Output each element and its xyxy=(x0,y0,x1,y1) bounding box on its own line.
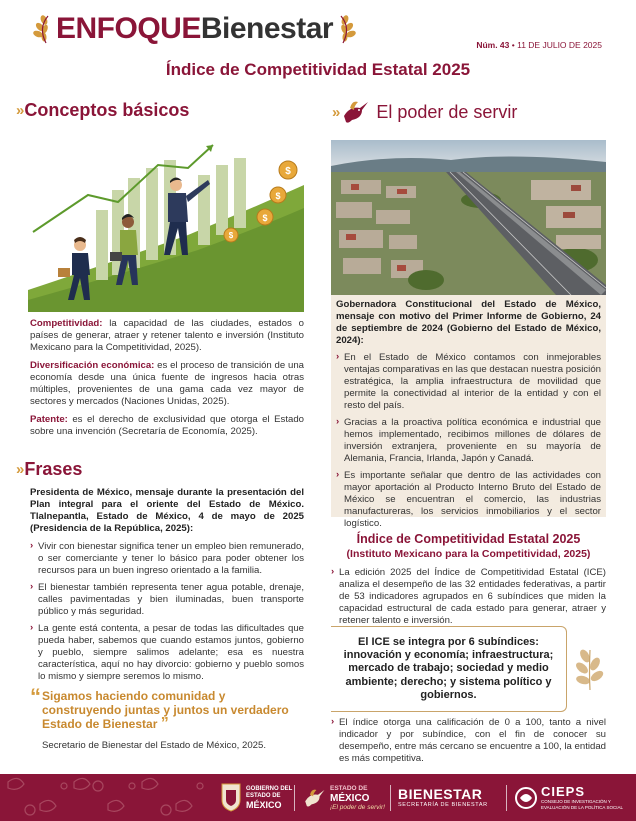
svg-text:$: $ xyxy=(275,191,281,201)
cieps-logo xyxy=(541,785,623,810)
edomex-line-1: ESTADO DE xyxy=(330,785,368,792)
footer-separator xyxy=(294,785,295,811)
state-shield-icon xyxy=(220,782,242,812)
concepto-definition: es el derecho de exclusividad que otorga el Estado sobre una invención (Secretaría de Economía, 2025). xyxy=(30,414,304,437)
gobierno-line-3: MÉXICO xyxy=(246,800,282,810)
frases-bullet: › La gente está contenta, a pesar de todas las dificultades que pueda haber, sabemos que cuando estamos juntos, gobierno y pueblo, siempre salimos adelante; esa es nuestra característica, aquí no hay divorcio: gobierno y pueblo somos lo mismo y siempre seremos lo mismo. xyxy=(30,623,304,683)
double-chevron-icon: » xyxy=(16,461,22,478)
concepto-definition: es el proceso de transición de una economía desde una única fuente de ingresos hacia otras múltiples, provenientes de una gama cada vez mayor de sectores y mercados (Naciones Unidas, 2025). xyxy=(30,360,305,407)
decorative-pattern xyxy=(0,774,210,821)
poder-quote-box xyxy=(331,295,606,529)
frases-heading xyxy=(16,459,82,480)
concepto-term: Competitividad: xyxy=(30,318,103,329)
page-title: Índice de Competitividad Estatal 2025 xyxy=(165,60,471,79)
quote-block xyxy=(30,684,304,751)
frases-bullet: › El bienestar también representa tener agua potable, drenaje, calles pavimentadas y bien iluminadas, buen transporte público y más seguridad. xyxy=(30,582,304,618)
hummingbird-icon xyxy=(340,98,370,126)
ice-title: Índice de Competitividad Estatal 2025 xyxy=(356,532,581,546)
gobierno-line-2: ESTADO DE xyxy=(246,793,281,799)
bienestar-sub: SECRETARÍA DE BIENESTAR xyxy=(398,802,488,808)
frases-heading-text: Frases xyxy=(24,459,83,479)
edomex-line-2: MÉXICO xyxy=(330,792,370,804)
footer-separator xyxy=(506,785,507,811)
bienestar-logo xyxy=(398,787,488,809)
gobierno-line-1: GOBIERNO DEL xyxy=(246,786,293,792)
growth-illustration xyxy=(28,140,304,312)
svg-text:$: $ xyxy=(262,213,268,223)
concepto-item xyxy=(30,414,304,438)
quote-close-icon: ” xyxy=(160,715,169,732)
footer-separator xyxy=(390,785,391,811)
hummingbird-logo-icon xyxy=(302,786,326,810)
double-chevron-icon: » xyxy=(16,102,22,119)
poder-heading-text: El poder de servir xyxy=(376,101,518,122)
ice-bullet: › La edición 2025 del Índice de Competitividad Estatal (ICE) analiza el desempeño de las 32 entidades federativas, a partir de 53 indicadores agrupados en 6 subíndices que miden la capacidad estructural de cada estado para generar, atraer y retener talento e inversión. xyxy=(331,567,606,627)
poder-bullet: › Es importante señalar que dentro de las actividades con mayor aportación al Producto Interno Bruto del Estado de México se encuentran el comercio, las industrias manufactureras, los servicios inmobiliarios y el sector logístico. xyxy=(336,470,601,530)
edomex-logo xyxy=(330,785,385,811)
conceptos-heading xyxy=(16,100,189,121)
ice-body-2 xyxy=(331,717,606,770)
concepto-term: Diversificación económica: xyxy=(30,360,155,371)
bienestar-name: BIENESTAR xyxy=(398,786,483,802)
frases-content xyxy=(30,487,304,688)
poder-bullet: › En el Estado de México contamos con inmejorables ventajas comparativas en las que destacan nuestra posición estratégica, la amplia infraestructura de movilidad que permite la conectividad al interior de la entidad y con el resto del país. xyxy=(336,352,601,412)
frases-caption: Presidenta de México, mensaje durante la presentación del Plan integral para el oriente del Estado de México. Tlalnepantla, Estado de México, 4 de mayo de 2025 (Presidencia de la República, 2025): xyxy=(30,487,304,534)
ice-subtitle: (Instituto Mexicano para la Competitividad, 2025) xyxy=(346,548,591,560)
poder-bullet: › Gracias a la proactiva política económica e industrial que hemos implementado, recibimos millones de dólares de inversión extranjera, proveniente en su mayoría de Alemania, Francia, Irlanda, Japón y Canadá. xyxy=(336,417,601,465)
header xyxy=(0,0,636,86)
laurel-left-icon xyxy=(30,14,52,44)
issue-date: • 11 DE JULIO DE 2025 xyxy=(511,40,602,50)
poder-heading xyxy=(332,98,517,126)
concepto-item xyxy=(30,360,304,408)
quote-body: Sigamos haciendo comunidad y construyendo juntas y juntos un verdadero Estado de Bienestar xyxy=(42,689,289,731)
concepto-definition: la capacidad de las ciudades, estados o países de generar, atraer y retener talento e inversión (Instituto Mexicano para la Competitividad, 2025). xyxy=(30,318,304,353)
quote-open-icon: “ xyxy=(30,684,41,709)
cieps-sub-2: EVALUACIÓN DE LA POLÍTICA SOCIAL xyxy=(541,804,623,810)
double-chevron-icon: » xyxy=(332,103,338,121)
svg-text:$: $ xyxy=(285,166,291,177)
logo-text xyxy=(56,14,333,44)
concepto-item xyxy=(30,318,304,354)
ice-body xyxy=(331,567,606,632)
logo-part-enfoque: ENFOQUE xyxy=(56,12,201,45)
quote-source: Secretario de Bienestar del Estado de México, 2025. xyxy=(42,739,266,751)
newsletter-logo xyxy=(30,14,359,44)
issue-number: Núm. 43 xyxy=(476,40,510,50)
issue-info xyxy=(476,40,602,50)
frases-bullet: › Vivir con bienestar significa tener un empleo bien remunerado, o ser comerciante y tener lo básico para poder obtener los recursos para un buen ingreso orientado a la familia. xyxy=(30,541,304,577)
conceptos-list xyxy=(30,318,304,444)
concepto-term: Patente: xyxy=(30,414,68,425)
edomex-line-3: ¡El poder de servir! xyxy=(330,803,385,811)
svg-text:$: $ xyxy=(228,231,234,240)
ice-subindices-box: El ICE se integra por 6 subíndices: innovación y economía; infraestructura; mercado de trabajo; sociedad y medio ambiente; derecho; y sistema político y gobiernos. xyxy=(331,626,567,712)
laurel-branch-icon xyxy=(573,646,607,692)
conceptos-heading-text: Conceptos básicos xyxy=(24,100,190,120)
laurel-right-icon xyxy=(337,14,359,44)
footer-bar xyxy=(0,774,636,821)
logo-part-bienestar: Bienestar xyxy=(200,12,334,45)
cieps-emblem-icon xyxy=(514,786,538,810)
ice-bullet: › El índice otorga una calificación de 0 a 100, tanto a nivel indicador y por subíndice, con el fin de conocer su desempeño, entre más cercano se encuentre a 100, la entidad es más competitiva. xyxy=(331,717,606,765)
cieps-sub-1: CONSEJO DE INVESTIGACIÓN Y xyxy=(541,799,611,804)
quote-text xyxy=(30,690,304,732)
gobierno-logo xyxy=(246,786,292,810)
poder-caption: Gobernadora Constitucional del Estado de México, mensaje con motivo del Primer Informe de Gobierno, 24 de septiembre de 2024 (Gobierno del Estado de México, 2024): xyxy=(336,299,601,346)
highway-aerial-photo xyxy=(331,140,606,295)
cieps-name: CIEPS xyxy=(541,784,586,799)
